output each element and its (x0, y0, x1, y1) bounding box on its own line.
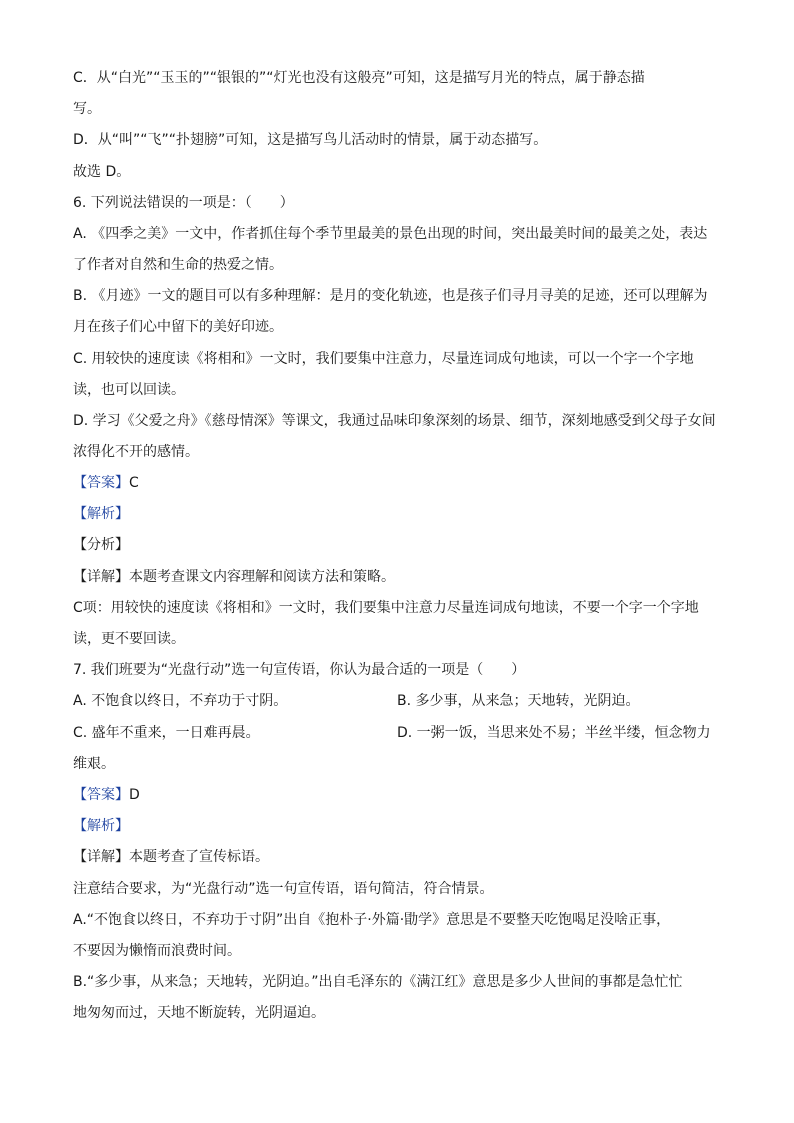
text-line: 写。 (73, 101, 101, 117)
text-line: 故选 D。 (73, 164, 131, 180)
question-6-stem: 6. 下列说法错误的一项是：（ ） (73, 195, 294, 211)
option-6c: C. 用较快的速度读《将相和》一文时，我们要集中注意力，尽量连词成句地读，可以一个字一个字地 (73, 351, 694, 367)
text-line: 读，也可以回读。 (73, 382, 185, 398)
option-7d: D. 一粥一饭，当思来处不易；半丝半缕，恒念物力 (397, 725, 711, 741)
question-7-stem: 7. 我们班要为“光盘行动”选一句宣传语，你认为最合适的一项是（ ） (73, 662, 526, 678)
text-line: C．从“白光”“玉玉的”“银银的”“灯光也没有这般亮”可知，这是描写月光的特点，属于静态描 (73, 70, 645, 86)
detail-7-text: 本题考查了宣传标语。 (129, 849, 269, 865)
analysis-7-row (73, 816, 723, 836)
analysis-6-row (73, 504, 723, 524)
text-line: B.“多少事，从来急；天地转，光阴迫。”出自毛泽东的《满江红》意思是多少人世间的事都是急忙忙 (73, 974, 683, 990)
detail-tag: 【详解】 (73, 569, 129, 585)
text-line: 了作者对自然和生命的热爱之情。 (73, 257, 283, 273)
detail-6-text: 本题考查课文内容理解和阅读方法和策略。 (129, 569, 395, 585)
analysis-tag: 【解析】 (73, 506, 129, 522)
option-7a: A. 不饱食以终日，不弃功于寸阴。 (73, 693, 288, 709)
text-line: 浓得化不开的感情。 (73, 444, 199, 460)
text-line: A.“不饱食以终日，不弃功于寸阴”出自《抱朴子·外篇·勖学》意思是不要整天吃饱喝足没啥正事， (73, 912, 671, 928)
option-7b: B. 多少事，从来急；天地转，光阴迫。 (397, 693, 640, 709)
option-6a: A. 《四季之美》一文中，作者抓住每个季节里最美的景色出现的时间，突出最美时间的最美之处，表达 (73, 226, 708, 242)
text-line: 不要因为懒惰而浪费时间。 (73, 943, 241, 959)
option-6b: B. 《月迹》一文的题目可以有多种理解：是月的变化轨迹，也是孩子们寻月寻美的足迹，还可以理解为 (73, 288, 708, 304)
text-line: 地匆匆而过，天地不断旋转，光阴逼迫。 (73, 1005, 325, 1021)
text-line: 注意结合要求，为“光盘行动”选一句宣传语，语句简洁，符合情景。 (73, 881, 494, 897)
text-line: D．从“叫”“飞”“扑翅膀”可知，这是描写鸟儿活动时的情景，属于动态描写。 (73, 132, 548, 148)
detail-tag: 【详解】 (73, 849, 129, 865)
answer-tag: 【答案】 (73, 475, 129, 491)
detail-6-row (73, 567, 723, 587)
answer-7-row (73, 785, 723, 805)
text-line: 月在孩子们心中留下的美好印迹。 (73, 319, 283, 335)
answer-6-row (73, 473, 723, 493)
fenxi-tag: 【分析】 (73, 537, 129, 553)
option-7c: C. 盛年不重来，一日难再晨。 (73, 725, 260, 741)
text-line: 维艰。 (73, 756, 115, 772)
answer-7-value: D (129, 787, 140, 803)
answer-6-value: C (129, 475, 139, 491)
answer-tag: 【答案】 (73, 787, 129, 803)
option-6d: D. 学习《父爱之舟》《慈母情深》等课文，我通过品味印象深刻的场景、细节，深刻地感受到父母子女间 (73, 413, 716, 429)
detail-7-row (73, 847, 723, 867)
text-line: C项：用较快的速度读《将相和》一文时，我们要集中注意力尽量连词成句地读，不要一个字一个字地 (73, 600, 699, 616)
analysis-tag: 【解析】 (73, 818, 129, 834)
fenxi-6-row (73, 535, 723, 555)
text-line: 读，更不要回读。 (73, 631, 185, 647)
